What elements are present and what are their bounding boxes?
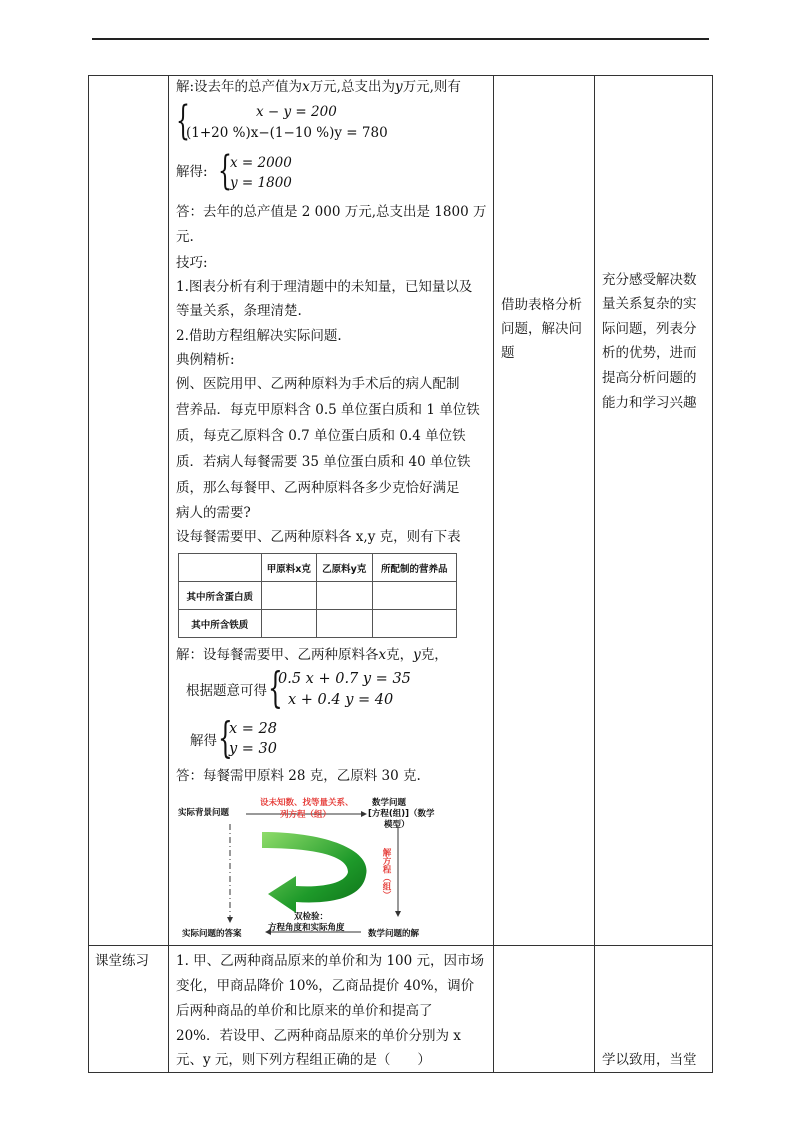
example-line: 质．若病人每餐需要 35 单位蛋白质和 40 单位铁 — [176, 454, 471, 470]
practice-line: 20%．若设甲、乙两种商品原来的单价分别为 x — [176, 1028, 461, 1044]
table-col-line-1 — [168, 75, 169, 1073]
solution1-eq1: x − y = 200 — [256, 104, 337, 120]
table-border-bottom — [88, 1072, 712, 1073]
tips-title: 技巧: — [176, 255, 208, 271]
tip1-line2: 等量关系，条理清楚. — [176, 303, 302, 319]
right-col-line: 量关系复杂的实 — [602, 296, 697, 312]
var-x: x — [302, 79, 310, 95]
table-cell — [261, 610, 317, 638]
middle-col-line: 问题，解决问 — [501, 321, 582, 337]
table-cell — [179, 554, 262, 582]
table-cell — [372, 610, 456, 638]
solution1-sol-x: x = 2000 — [230, 155, 292, 171]
example-line: 例、医院用甲、乙两种原料为手术后的病人配制 — [176, 376, 460, 392]
diagram-real-answer: 实际问题的答案 — [182, 929, 242, 939]
solution1-system-brace: { — [176, 98, 190, 144]
solution2-ke1: 克， — [386, 647, 414, 663]
diagram-step-setup-line1: 设未知数、找等量关系、 — [260, 798, 354, 808]
solution2-sol-y: y = 30 — [229, 741, 278, 757]
solution2-eq1: 0.5 x + 0.7 y = 35 — [278, 671, 411, 687]
nutrition-table — [178, 553, 457, 638]
table-col-line-3 — [594, 75, 595, 1073]
middle-col-line: 题 — [501, 345, 515, 361]
solution2-eq2: x + 0.4 y = 40 — [288, 692, 394, 708]
example-setup: 设每餐需要甲、乙两种原料各 x,y 克，则有下表 — [176, 529, 461, 545]
solution1-eq2: (1+20 %)x−(1−10 %)y = 780 — [186, 125, 388, 141]
practice-label: 课堂练习 — [95, 953, 149, 969]
table-row — [179, 582, 457, 610]
solution2-system-brace: { — [268, 663, 283, 712]
table-border-right — [712, 75, 713, 1073]
example-line: 营养品．每克甲原料含 0.5 单位蛋白质和 1 单位铁 — [176, 402, 480, 418]
table-col-line-2 — [493, 75, 494, 1073]
right-col-line: 际问题，列表分 — [602, 321, 697, 337]
diagram-check-line1: 双检验： — [294, 912, 329, 922]
solution1-intro: 解:设去年的总产值为 — [176, 79, 303, 95]
table-row-divider — [88, 945, 712, 946]
tip2: 2.借助方程组解决实际问题. — [176, 328, 342, 344]
solution1-intro-line — [176, 76, 461, 98]
diagram-solve-vertical: 解方程（组） — [381, 848, 391, 899]
solution2-intro-line — [176, 644, 448, 666]
tip1-line1: 1.图表分析有利于理清题中的未知量，已知量以及 — [176, 279, 473, 295]
var-y: y — [413, 647, 421, 663]
practice-line: 后两种商品的单价和比原来的单价和提高了 — [176, 1003, 433, 1019]
solution1-result-brace: { — [218, 148, 232, 194]
practice-line: 变化，甲商品降价 10%，乙商品提价 40%，调价 — [176, 978, 475, 994]
solution2-ke2: 克， — [420, 647, 448, 663]
practice-line: 1. 甲、乙两种商品原来的单价和为 100 元，因市场 — [176, 953, 485, 969]
diagram-math-problem-line1: 数学问题 — [372, 798, 407, 808]
table-cell: 甲原料x克 — [261, 554, 317, 582]
solution1-wan1: 万元,总支出为 — [309, 79, 395, 95]
solution2-sol-x: x = 28 — [229, 721, 277, 737]
practice-line: 元、y 元，则下列方程组正确的是（ ） — [176, 1052, 431, 1068]
table-cell — [261, 582, 317, 610]
var-y: y — [394, 79, 403, 95]
modeling-flow-diagram — [176, 790, 486, 940]
table-cell — [317, 610, 373, 638]
table-cell: 乙原料y克 — [317, 554, 373, 582]
example-line: 病人的需要? — [176, 505, 251, 521]
example-line: 质，那么每餐甲、乙两种原料各多少克恰好满足 — [176, 480, 460, 496]
var-x: x — [378, 647, 387, 663]
table-row — [179, 554, 457, 582]
table-cell: 其中所含蛋白质 — [179, 582, 262, 610]
table-border-left — [88, 75, 89, 1073]
practice-right-text: 学以致用，当堂 — [602, 1052, 697, 1068]
solution2-intro: 解：设每餐需要甲、乙两种原料各 — [176, 647, 379, 663]
solution2-answer: 答：每餐需甲原料 28 克，乙原料 30 克. — [176, 768, 421, 784]
table-row — [179, 610, 457, 638]
solution1-answer-line1: 答：去年的总产值是 2 000 万元,总支出是 1800 万 — [176, 204, 487, 220]
diagram-math-problem-line3: 模型） — [384, 820, 410, 830]
right-col-line: 能力和学习兴趣 — [602, 395, 697, 411]
middle-col-line: 借助表格分析 — [501, 297, 582, 313]
right-col-line: 充分感受解决数 — [602, 272, 697, 288]
diagram-check-line2: 方程角度和实际角度 — [268, 923, 345, 933]
example-line: 质，每克乙原料含 0.7 单位蛋白质和 0.4 单位铁 — [176, 428, 466, 444]
solution1-sol-y: y = 1800 — [230, 175, 292, 191]
solution1-wan2: 万元,则有 — [402, 79, 461, 95]
example-title: 典例精析: — [176, 352, 235, 368]
table-cell: 所配制的营养品 — [372, 554, 456, 582]
table-cell — [317, 582, 373, 610]
diagram-real-problem: 实际背景问题 — [178, 808, 230, 818]
table-cell — [372, 582, 456, 610]
solution2-result-brace: { — [218, 713, 233, 762]
solution2-basis: 根据题意可得 — [186, 683, 267, 699]
solution1-answer-line2: 元. — [176, 229, 194, 245]
diagram-math-problem-line2: [方程(组)]（数学 — [368, 809, 435, 819]
green-curved-arrow-icon — [262, 832, 367, 913]
right-col-line: 提高分析问题的 — [602, 370, 697, 386]
table-cell: 其中所含铁质 — [179, 610, 262, 638]
solution1-solve-label: 解得: — [176, 164, 208, 180]
header-rule — [92, 38, 709, 40]
right-col-line: 析的优势，进而 — [602, 345, 697, 361]
diagram-step-setup-line2: 列方程（组） — [280, 810, 332, 820]
solution2-solve-label: 解得 — [190, 733, 217, 749]
diagram-math-solution: 数学问题的解 — [368, 929, 420, 939]
